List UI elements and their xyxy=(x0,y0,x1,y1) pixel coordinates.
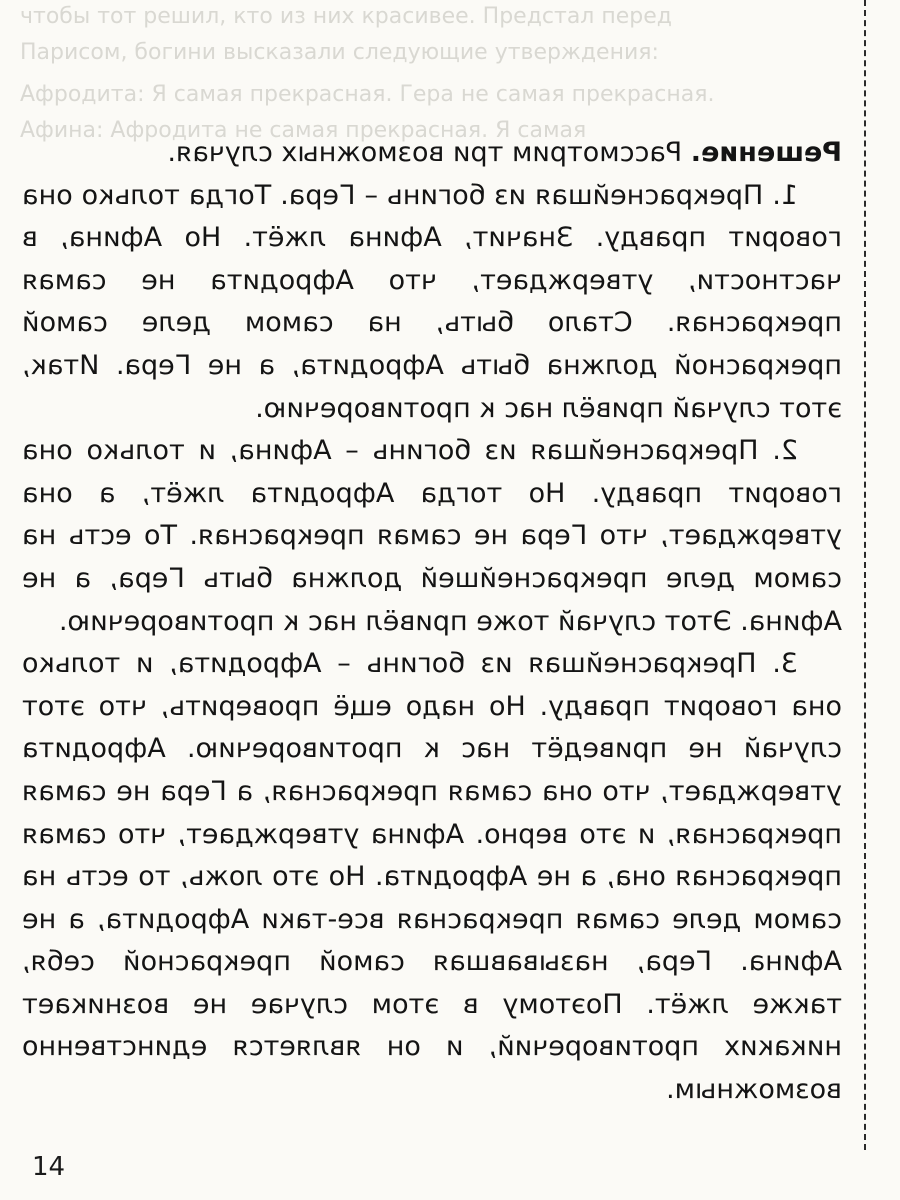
bleed-through-line: Афродита: Я самая прекрасная. Гера не самая прекрасная. xyxy=(20,82,715,107)
case-paragraph: 1. Прекраснейшая из богинь – Гера. Тогда только она говорит правду. Значит, Афина лжёт. Но Афина, в частности, утверждает, что Афродита не самая прекрасная. Стало быть, на самом деле самой прекрасной должна быть Афродита, а не Гера. Итак, этот случай привёл нас к противоречию. xyxy=(22,179,842,424)
bleed-through-line: Парисом, богини высказали следующие утверждения: xyxy=(20,40,659,65)
page-number: 14 xyxy=(32,1152,66,1182)
case-paragraph: 3. Прекраснейшая из богинь – Афродита, и только она говорит правду. Но надо ещё проверить, что этот случай не приведёт нас к противоречию. Афродита утверждает, что она самая прекрасная, а Гера не самая прекрасная, и это верно. Афина утверждает, что самая прекрасная она, а не Афродита. Но это ложь, то есть на самом деле самая прекрасная все-таки Афродита, а не Афина. Гера, называвшая самой прекрасной себя, также лжёт. Поэтому в этом случае не возникает никаких противоречий, и он является единственно возможным. xyxy=(22,648,842,1106)
case-paragraph: 2. Прекраснейшая из богинь – Афина, и только она говорит правду. Но тогда Афродита лжёт, а она утверждает, что Гера не самая прекрасная. То есть на самом деле прекраснейшей должна быть Гера, а не Афина. Этот случай тоже привёл нас к противоречию. xyxy=(22,435,842,637)
solution-intro xyxy=(22,132,842,175)
bleed-through-line: чтобы тот решил, кто из них красивее. Предстал перед xyxy=(20,4,672,29)
solution-intro-text: Рассмотрим три возможных случая. xyxy=(167,137,683,168)
bleed-through-line: Афина: Афродита не самая прекрасная. Я самая xyxy=(20,118,587,143)
solution-text xyxy=(22,132,842,1112)
solution-heading: Решение. xyxy=(690,137,842,168)
binding-dashed-line xyxy=(864,0,866,1150)
